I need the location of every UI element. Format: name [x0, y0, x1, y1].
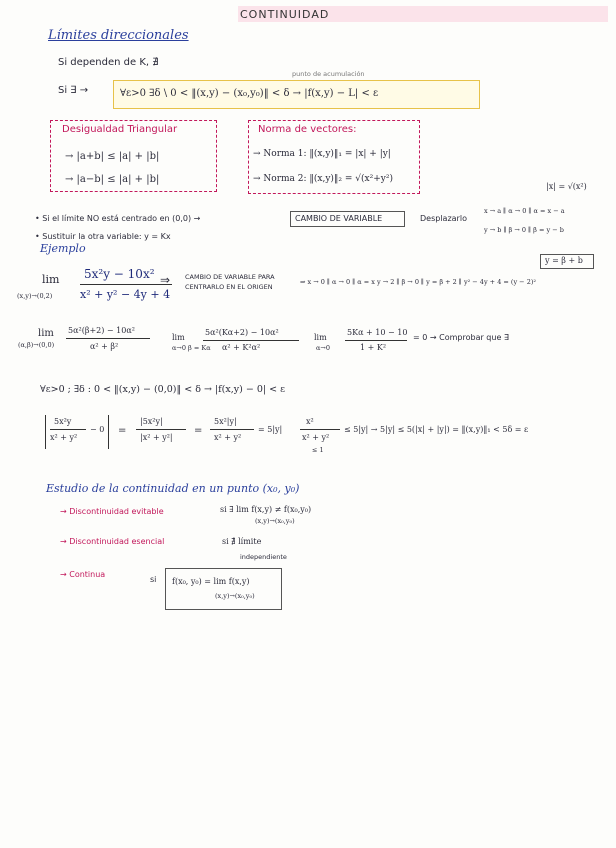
frac4-num: 5Kα + 10 − 10	[347, 328, 408, 337]
centrado-rule2: y → b ∥ β → 0 ∥ β = y − b	[484, 226, 564, 234]
centrado-line2: • Sustituir la otra variable: y = Kx	[35, 232, 171, 241]
lim-2-sub: (α,β)→(0,0)	[18, 341, 55, 349]
frac1-bar	[80, 284, 172, 285]
esencial-cond: si ∄ límite	[222, 537, 262, 546]
frac3-num: 5α²(Kα+2) − 10α²	[205, 328, 279, 337]
centrado-result: y = β + b	[545, 256, 583, 265]
eq3-den: x² + y²	[302, 433, 330, 442]
continua-box	[165, 568, 282, 610]
lim-1: lim	[42, 273, 60, 286]
limites-line2-prefix: Si ∃ →	[58, 85, 89, 96]
evitable-cond: si ∃ lim f(x,y) ≠ f(x₀,y₀)	[220, 505, 312, 514]
lim-3-sub: α→0 β = Kα	[172, 344, 211, 352]
frac3-bar	[203, 340, 299, 341]
lim-4-sub: α→0	[316, 344, 330, 352]
eq2-num: 5x²|y|	[214, 417, 237, 426]
heading-norma: Norma de vectores:	[258, 124, 357, 135]
abs-den: x² + y²	[50, 433, 78, 442]
eq1-den: |x² + y²|	[140, 433, 173, 442]
lim-1-sub: (x,y)→(0,2)	[17, 292, 53, 300]
lim-2: lim	[38, 328, 54, 339]
esencial-sub: independiente	[240, 553, 287, 561]
continua-cond: si	[150, 575, 157, 584]
eq2-den: x² + y²	[214, 433, 242, 442]
definition-text: ∀ε>0 ∃δ \ 0 < ‖(x,y) − (x₀,y₀)‖ < δ → |f(x,y) − L| < ε	[120, 88, 379, 99]
epsdelta-chain: ≤ 5|y| → 5|y| ≤ 5(|x| + |y|) = ‖(x,y)‖₁ < 5δ = ε	[344, 425, 529, 434]
desigualdad-line2: → |a−b| ≤ |a| + |b|	[65, 174, 160, 185]
cambio-note: CAMBIO DE VARIABLE PARA CENTRARLO EN EL ORIGEN	[185, 273, 275, 291]
heading-estudio: Estudio de la continuidad en un punto (x₀, y₀)	[46, 482, 300, 495]
eq3-le1: ≤ 1	[312, 446, 324, 454]
cambio-rule: ⇒ x → 0 ∥ α → 0 ∥ α = x y → 2 ∥ β → 0 ∥ y = β + 2 ∥ y² − 4y + 4 = (y − 2)²	[300, 278, 536, 286]
page-title: CONTINUIDAD	[240, 8, 330, 21]
frac2-den: α² + β²	[90, 342, 119, 351]
evitable-sub: (x,y)→(x₀,y₀)	[255, 517, 295, 525]
desplazar-text: Desplazarlo	[420, 214, 467, 223]
frac2-bar	[66, 338, 150, 339]
norma-line1: → Norma 1: ‖(x,y)‖₁ = |x| + |y|	[253, 149, 391, 159]
esencial-label: → Discontinuidad esencial	[60, 537, 165, 546]
notes-page: CONTINUIDAD Límites direccionales Si dependen de K, ∄ punto de acumulación Si ∃ → ∀ε>0 ∃δ \ 0 < ‖(x,y) − (x₀,y₀)‖ < δ → |f(x,y) − L| < ε Desigualdad Triangular → |a+b| ≤ |a| + |b| → |a−b| ≤ |a| + |b| Norma de vectores: → Norma 1: ‖(x,y)‖₁ = |x| + |y| → Norma 2: ‖(x,y)‖₂ = √(x²+y²) |x| = √(x²) • Si el límite NO está centrado en (0,0) → CAMBIO DE VARIABLE Desplazarlo x → a ∥ α → 0 ∥ α = x − a y → b ∥ β → 0 ∥ β = y − b y = β + b • Sustituir la otra variable: y = Kx Ejemplo lim (x,y)→(0,2) 5x²y − 10x² x² + y² − 4y + 4 ⇒ CAMBIO DE VARIABLE PARA CENTRARLO EN EL ORIGEN ⇒ x → 0 ∥ α → 0 ∥ α = x y → 2 ∥ β → 0 ∥ y = β + 2 ∥ y² − 4y + 4 = (y − 2)² lim (α,β)→(0,0) 5α²(β+2) − 10α² α² + β² lim α→0 β = Kα 5α²(Kα+2) − 10α² α² + K²α² lim α→0 5Kα + 10 − 10 1 + K² = 0 → Comprobar que ∃ ∀ε>0 ; ∃δ : 0 < ‖(x,y) − (0,0)‖ < δ → |f(x,y) − 0| < ε 5x²y x² + y² − 0 = |5x²y| |x² + y²| = 5x²|y| x² + y² = 5|y| x² x² + y² ≤ 1 ≤ 5|y| → 5|y| ≤ 5(|x| + |y|) = ‖(x,y)‖₁ < 5δ = ε Estudio de la continuidad en un punto (x₀, y₀) → Discontinuidad evitable si ∃ lim f(x,y) ≠ f(x₀,y₀) (x,y)→(x₀,y₀) → Discontinuidad esencial si ∄ límite independiente → Continua si f(x₀, y₀) = lim f(x,y) (x,y)→(x₀,y₀)	[0, 0, 616, 848]
frac1-den: x² + y² − 4y + 4	[80, 288, 171, 301]
abs-tail: − 0	[90, 425, 105, 434]
lim-3: lim	[172, 333, 185, 342]
side-note: |x| = √(x²)	[546, 182, 587, 191]
frac4-bar	[345, 340, 407, 341]
ejemplo-result: = 0 → Comprobar que ∃	[413, 333, 509, 342]
lim-4: lim	[314, 333, 327, 342]
epsdelta-line: ∀ε>0 ; ∃δ : 0 < ‖(x,y) − (0,0)‖ < δ → |f(x,y) − 0| < ε	[40, 384, 285, 395]
evitable-label: → Discontinuidad evitable	[60, 507, 164, 516]
continua-label: → Continua	[60, 570, 106, 579]
frac2-num: 5α²(β+2) − 10α²	[68, 326, 135, 335]
norma-line2: → Norma 2: ‖(x,y)‖₂ = √(x²+y²)	[253, 174, 393, 184]
heading-desigualdad: Desigualdad Triangular	[62, 124, 178, 135]
eq3-num: x²	[306, 417, 314, 426]
eq1-num: |5x²y|	[140, 417, 163, 426]
frac1-num: 5x²y − 10x²	[84, 267, 155, 281]
heading-limites: Límites direccionales	[48, 28, 189, 43]
limites-note: punto de acumulación	[292, 70, 365, 78]
frac3-den: α² + K²α²	[222, 343, 261, 352]
desigualdad-line1: → |a+b| ≤ |a| + |b|	[65, 151, 160, 162]
frac4-den: 1 + K²	[360, 343, 387, 352]
centrado-line1: • Si el límite NO está centrado en (0,0) →	[35, 214, 201, 223]
limites-line1: Si dependen de K, ∄	[58, 57, 159, 68]
continua-sub: (x,y)→(x₀,y₀)	[215, 592, 255, 600]
continua-box-text: f(x₀, y₀) = lim f(x,y)	[172, 577, 250, 586]
heading-ejemplo: Ejemplo	[40, 242, 86, 255]
eq3: = 5|y|	[258, 425, 283, 434]
centrado-rule1: x → a ∥ α → 0 ∥ α = x − a	[484, 207, 565, 215]
cambio-text: CAMBIO DE VARIABLE	[295, 214, 383, 223]
abs-num: 5x²y	[54, 417, 72, 426]
